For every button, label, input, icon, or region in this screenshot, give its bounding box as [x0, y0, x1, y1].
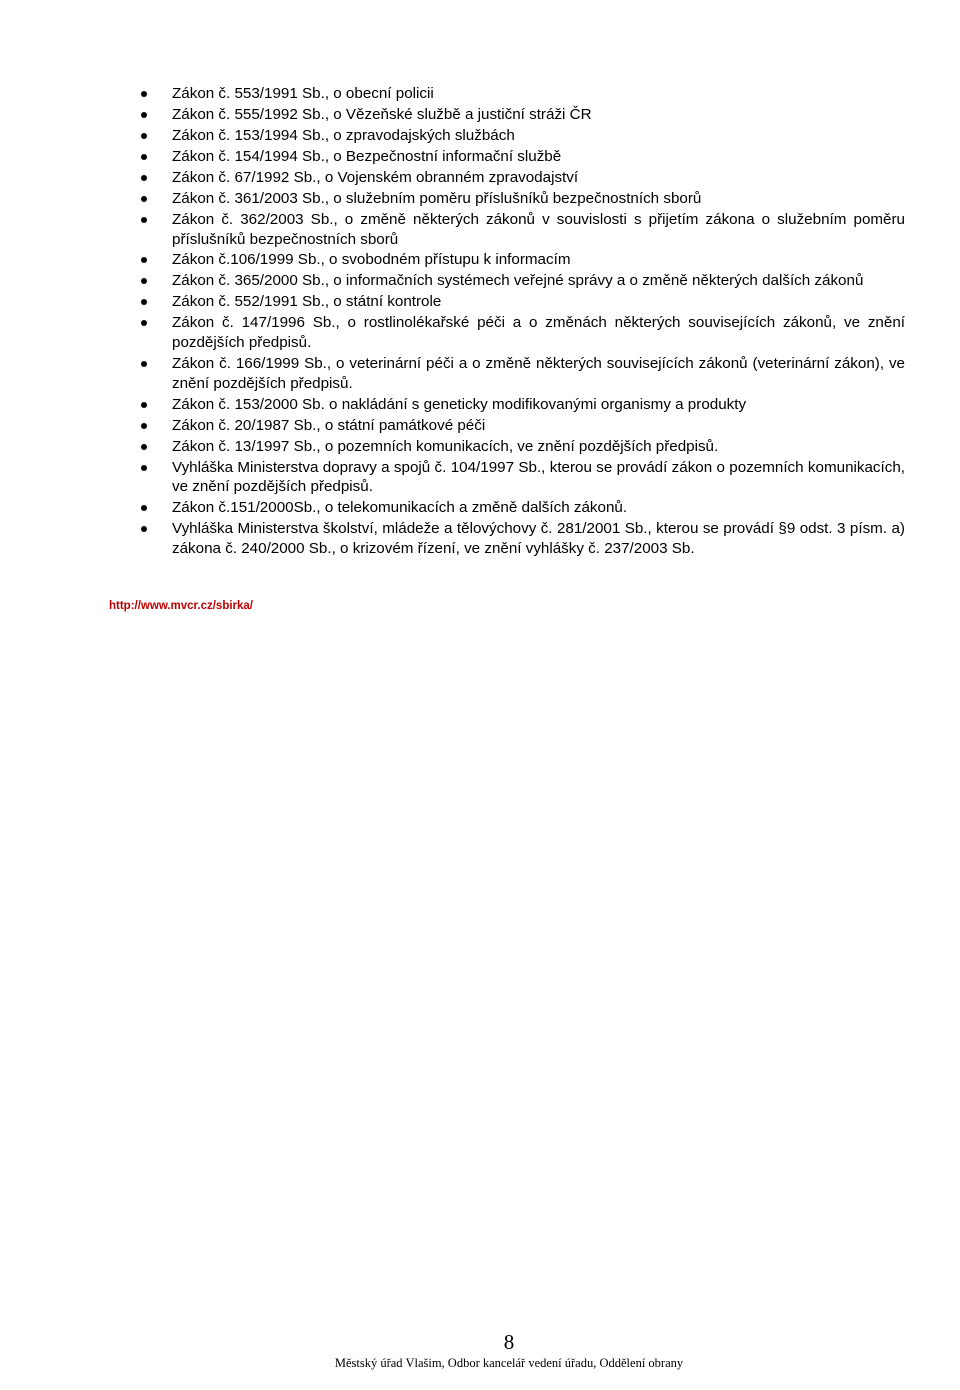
list-item [135, 126, 905, 146]
list-item [135, 250, 905, 270]
bullet-icon [141, 526, 147, 532]
bullet-icon [141, 175, 147, 181]
list-item [135, 354, 905, 393]
bullet-icon [141, 217, 147, 223]
law-text: Zákon č. 362/2003 Sb., o změně některých zákonů v souvislosti s přijetím zákona o služebním poměru příslušníků bezpečnostních sborů [172, 210, 905, 248]
list-item [135, 271, 905, 291]
bullet-icon [141, 299, 147, 305]
bullet-icon [141, 133, 147, 139]
law-text: Zákon č. 67/1992 Sb., o Vojenském obranném zpravodajství [172, 168, 579, 186]
law-text: Zákon č.151/2000Sb., o telekomunikacích a změně dalších zákonů. [172, 499, 628, 517]
list-item [135, 437, 905, 457]
law-text: Zákon č. 147/1996 Sb., o rostlinolékařské péči a o změnách některých souvisejících zákonů, ve znění pozdějších předpisů. [172, 314, 905, 352]
page-footer: Městský úřad Vlašim, Odbor kancelář vedení úřadu, Oddělení obrany [334, 1356, 684, 1370]
bullet-icon [141, 505, 147, 511]
law-list [135, 84, 905, 560]
source-link[interactable]: http://www.mvcr.cz/sbirka/ [109, 600, 254, 612]
law-text: Zákon č. 553/1991 Sb., o obecní policii [172, 85, 434, 102]
list-item [135, 395, 905, 415]
bullet-icon [141, 257, 147, 263]
list-item [135, 105, 905, 125]
law-text: Zákon č. 153/1994 Sb., o zpravodajských službách [172, 126, 515, 144]
bullet-icon [141, 444, 147, 450]
list-item [135, 313, 905, 352]
law-text: Zákon č. 552/1991 Sb., o státní kontrole [172, 293, 442, 311]
list-item [135, 147, 905, 167]
bullet-icon [141, 196, 147, 202]
law-text: Zákon č. 166/1999 Sb., o veterinární péči a o změně některých souvisejících zákonů (veterinární zákon), ve znění pozdějších předpisů. [172, 355, 905, 392]
law-text: Zákon č. 13/1997 Sb., o pozemních komunikacích, ve znění pozdějších předpisů. [172, 437, 719, 455]
bullet-icon [141, 423, 147, 429]
law-text: Vyhláška Ministerstva dopravy a spojů č. 104/1997 Sb., kterou se provádí zákon o pozemních komunikacích, ve znění pozdějších předpisů. [172, 458, 905, 496]
list-item [135, 189, 905, 209]
law-text: Vyhláška Ministerstva školství, mládeže a tělovýchovy č. 281/2001 Sb., kterou se provádí §9 odst. 3 písm. a) zákona č. 240/2000 Sb., o krizovém řízení, ve znění vyhlášky č. 237/2003 Sb. [172, 520, 905, 557]
law-text: Zákon č. 153/2000 Sb. o nakládání s geneticky modifikovanými organismy a produkty [172, 395, 747, 413]
bullet-icon [141, 112, 147, 118]
list-item [135, 458, 905, 497]
bullet-icon [141, 361, 147, 367]
law-text: Zákon č.106/1999 Sb., o svobodném přístupu k informacím [172, 251, 571, 269]
bullet-icon [141, 320, 147, 326]
list-item [135, 498, 905, 518]
list-item [135, 519, 905, 558]
law-text: Zákon č. 154/1994 Sb., o Bezpečnostní informační službě [172, 147, 562, 165]
bullet-icon [141, 91, 147, 97]
bullet-icon [141, 465, 147, 471]
law-text: Zákon č. 20/1987 Sb., o státní památkové péči [172, 416, 486, 434]
law-text: Zákon č. 361/2003 Sb., o služebním poměru příslušníků bezpečnostních sborů [172, 189, 702, 207]
bullet-icon [141, 278, 147, 284]
bullet-icon [141, 402, 147, 408]
list-item [135, 210, 905, 249]
law-text: Zákon č. 365/2000 Sb., o informačních systémech veřejné správy a o změně některých dalších zákonů [172, 272, 864, 290]
page-number: 8 [503, 1330, 515, 1354]
bullet-icon [141, 154, 147, 160]
law-text: Zákon č. 555/1992 Sb., o Vězeňské službě a justiční stráži ČR [172, 105, 592, 123]
list-item [135, 84, 905, 104]
list-item [135, 292, 905, 312]
list-item [135, 168, 905, 188]
list-item [135, 416, 905, 436]
